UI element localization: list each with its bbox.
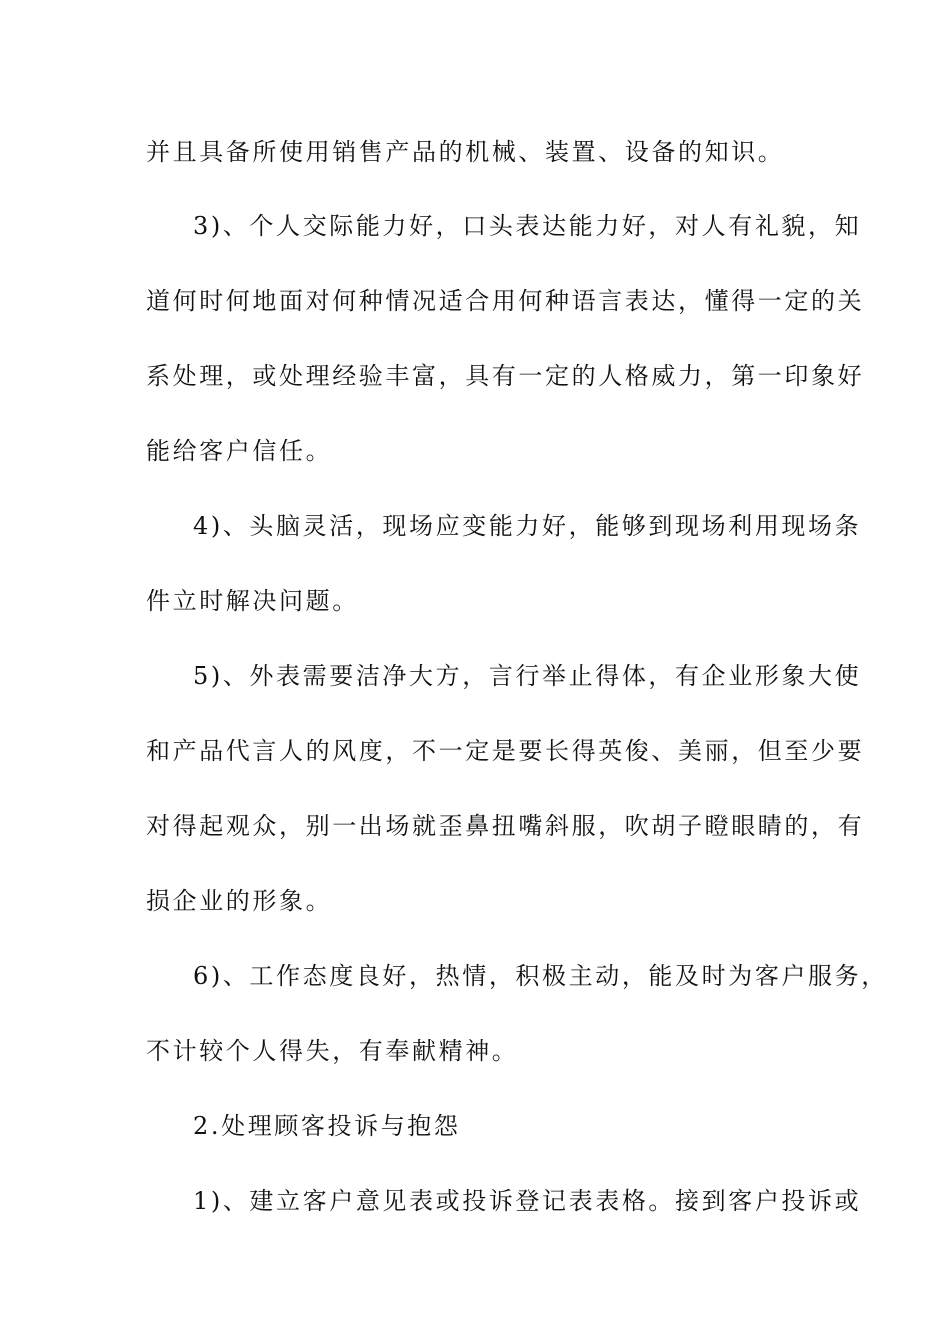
text-line: 并且具备所使用销售产品的机械、装置、设备的知识。 [146, 138, 785, 166]
text-line: 系处理，或处理经验丰富，具有一定的人格威力，第一印象好 [146, 362, 865, 390]
text-line: 3)、个人交际能力好，口头表达能力好，对人有礼貌，知 [193, 212, 862, 240]
text-line: 对得起观众，别一出场就歪鼻扭嘴斜服，吹胡子瞪眼睛的，有 [146, 812, 865, 840]
text-line: 损企业的形象。 [146, 887, 333, 915]
text-line: 不计较个人得失，有奉献精神。 [146, 1037, 519, 1065]
text-line: 4)、头脑灵活，现场应变能力好，能够到现场利用现场条 [193, 512, 862, 540]
text-line: 1)、建立客户意见表或投诉登记表表格。接到客户投诉或 [193, 1187, 862, 1215]
text-line: 5)、外表需要洁净大方，言行举止得体，有企业形象大使 [193, 662, 862, 690]
text-line: 件立时解决问题。 [146, 587, 359, 615]
section-heading: 2.处理顾客投诉与抱怨 [193, 1112, 461, 1140]
text-line: 能给客户信任。 [146, 437, 333, 465]
text-line: 和产品代言人的风度，不一定是要长得英俊、美丽，但至少要 [146, 737, 865, 765]
text-line: 道何时何地面对何种情况适合用何种语言表达，懂得一定的关 [146, 287, 865, 315]
text-line: 6)、工作态度良好，热情，积极主动，能及时为客户服务， [193, 962, 888, 990]
